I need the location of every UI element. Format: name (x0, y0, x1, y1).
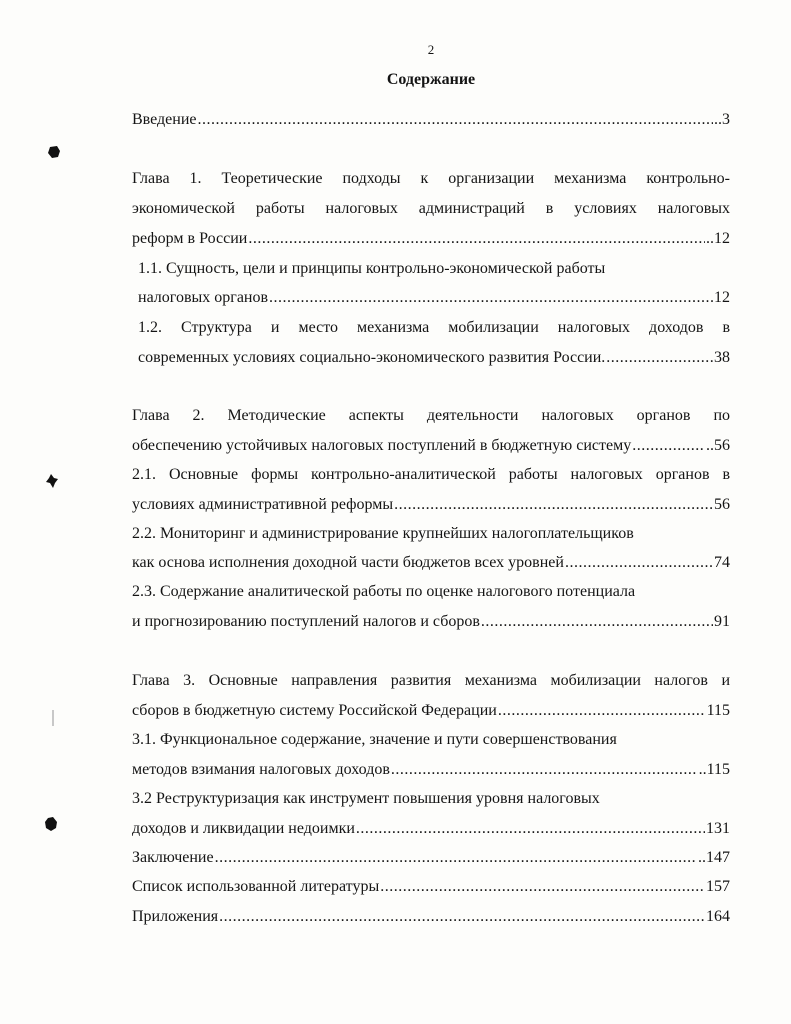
page-ref: 131 (706, 820, 730, 837)
leader-dots (391, 759, 698, 781)
scan-artifact (52, 710, 54, 726)
toc-section-2-2-line[interactable]: 2.2. Мониторинг и администрирование крупнейших налогоплательщиков (132, 525, 634, 542)
leader-dots (248, 228, 705, 250)
toc-section-3-2-line[interactable]: 3.2 Реструктуризация как инструмент повышения уровня налоговых (132, 790, 600, 807)
toc-entry-chapter-1[interactable]: реформ в России ..... ..12 (132, 228, 730, 250)
page-ref: ..56 (706, 437, 730, 454)
leader-dots (380, 876, 705, 898)
toc-entry-section-2-2[interactable]: как основа исполнения доходной части бюджетов всех уровней ..... 74 (132, 552, 730, 574)
toc-entry-section-3-2[interactable]: доходов и ликвидации недоимки ..... 131 (132, 818, 730, 840)
toc-entry-section-3-1[interactable]: методов взимания налоговых доходов ..... ..115 (132, 759, 730, 781)
page-number: 2 (427, 42, 435, 57)
page-title: Содержание (386, 71, 476, 88)
leader-dots (632, 435, 705, 457)
toc-entry-appendix[interactable]: Приложения ..... 164 (132, 906, 730, 928)
page-ref: 157 (706, 878, 730, 895)
toc-section-3-1-line[interactable]: 3.1. Функциональное содержание, значение и пути совершенствования (132, 731, 617, 748)
page-ref: ..115 (698, 761, 730, 778)
page-ref: 12 (714, 289, 730, 306)
leader-dots (356, 818, 705, 840)
leader-dots (606, 347, 713, 369)
leader-dots (219, 906, 705, 928)
leader-dots (198, 109, 714, 131)
ink-blot-mark (44, 817, 58, 831)
leader-dots (215, 847, 697, 869)
page-ref: ..3 (714, 111, 730, 128)
leader-dots (498, 700, 706, 722)
toc-chapter-1-line[interactable]: экономической работы налоговых администраций в условиях налоговых (132, 200, 730, 217)
page-ref: 91 (714, 613, 730, 630)
page-ref: ..12 (706, 230, 730, 247)
ink-blot-mark (47, 145, 61, 159)
toc-entry-section-1-1[interactable]: налоговых органов ..... 12 (138, 287, 730, 309)
page-ref: 56 (714, 496, 730, 513)
toc-entry-section-2-3[interactable]: и прогнозированию поступлений налогов и сборов ..... 91 (132, 611, 730, 633)
toc-entry-chapter-2[interactable]: обеспечению устойчивых налоговых поступлений в бюджетную систему ..... ..56 (132, 435, 730, 457)
toc-section-2-1-line[interactable]: 2.1. Основные формы контрольно-аналитической работы налоговых органов в (132, 466, 730, 483)
leader-dots (269, 287, 713, 309)
toc-chapter-2-line[interactable]: Глава 2. Методические аспекты деятельности налоговых органов по (132, 407, 730, 424)
toc-chapter-3-line[interactable]: Глава 3. Основные направления развития механизма мобилизации налогов и (132, 672, 730, 689)
page-ref: 38 (714, 349, 730, 366)
toc-entry-intro[interactable]: Введение ..... ..3 (132, 109, 730, 131)
page-ref: 74 (714, 554, 730, 571)
leader-dots (394, 494, 713, 516)
toc-section-1-2-line[interactable]: 1.2. Структура и место механизма мобилизации налоговых доходов в (138, 319, 730, 336)
toc-section-2-3-line[interactable]: 2.3. Содержание аналитической работы по оценке налогового потенциала (132, 583, 636, 600)
toc-entry-section-1-2[interactable]: современных условиях социально-экономического развития России. ..... 38 (138, 347, 730, 369)
toc-section-1-1-line[interactable]: 1.1. Сущность, цели и принципы контрольно-экономической работы (138, 260, 606, 277)
toc-entry-conclusion[interactable]: Заключение ..... ..147 (132, 847, 730, 869)
ink-blot-mark (45, 474, 59, 488)
toc-chapter-1-line[interactable]: Глава 1. Теоретические подходы к организации механизма контрольно- (132, 170, 730, 187)
page-ref: ..147 (698, 849, 730, 866)
leader-dots (565, 552, 713, 574)
page-ref: 115 (706, 702, 730, 719)
toc-entry-section-2-1[interactable]: условиях административной реформы ..... 56 (132, 494, 730, 516)
leader-dots (481, 611, 713, 633)
toc-entry-chapter-3[interactable]: сборов в бюджетную систему Российской Федерации ..... 115 (132, 700, 730, 722)
toc-entry-references[interactable]: Список использованной литературы ..... 157 (132, 876, 730, 898)
page-ref: 164 (706, 908, 730, 925)
